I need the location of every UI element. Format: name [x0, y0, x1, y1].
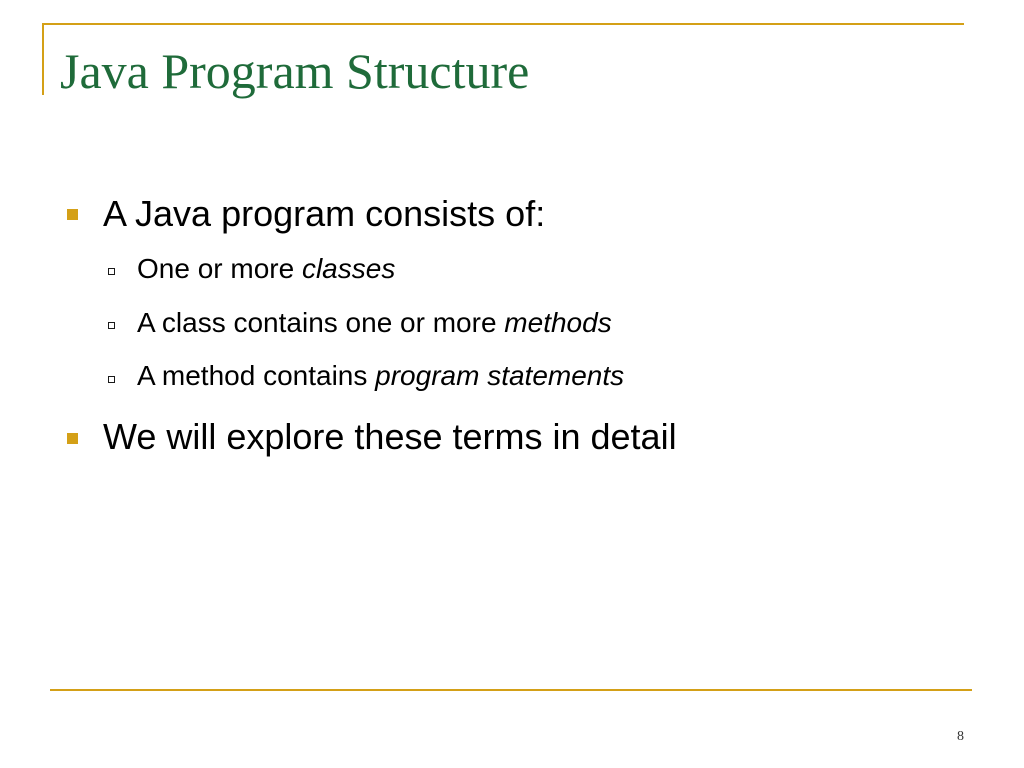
page-number: 8: [957, 729, 964, 744]
bullet-item: We will explore these terms in detail: [103, 416, 677, 457]
sub-bullet-emphasis: methods: [504, 307, 612, 338]
sub-bullet-text: One or more: [137, 253, 302, 284]
sub-bullet-text: A class contains one or more: [137, 307, 505, 338]
sub-bullet-item: [137, 255, 395, 283]
hollow-square-icon: [108, 322, 115, 329]
sub-bullet-item: [137, 309, 612, 337]
sub-bullet-emphasis: classes: [301, 253, 396, 284]
sub-bullet-text: A method contains: [137, 360, 376, 391]
top-border-line: [42, 23, 964, 25]
sub-bullet-item: [137, 362, 624, 390]
slide-title: Java Program Structure: [60, 43, 530, 99]
bullet-item: A Java program consists of:: [103, 193, 546, 234]
left-border-line: [42, 23, 44, 95]
bottom-border-line: [50, 689, 972, 691]
hollow-square-icon: [108, 376, 115, 383]
hollow-square-icon: [108, 268, 115, 275]
filled-square-icon: [67, 433, 78, 444]
sub-bullet-emphasis: program statements: [375, 360, 625, 391]
filled-square-icon: [67, 209, 78, 220]
